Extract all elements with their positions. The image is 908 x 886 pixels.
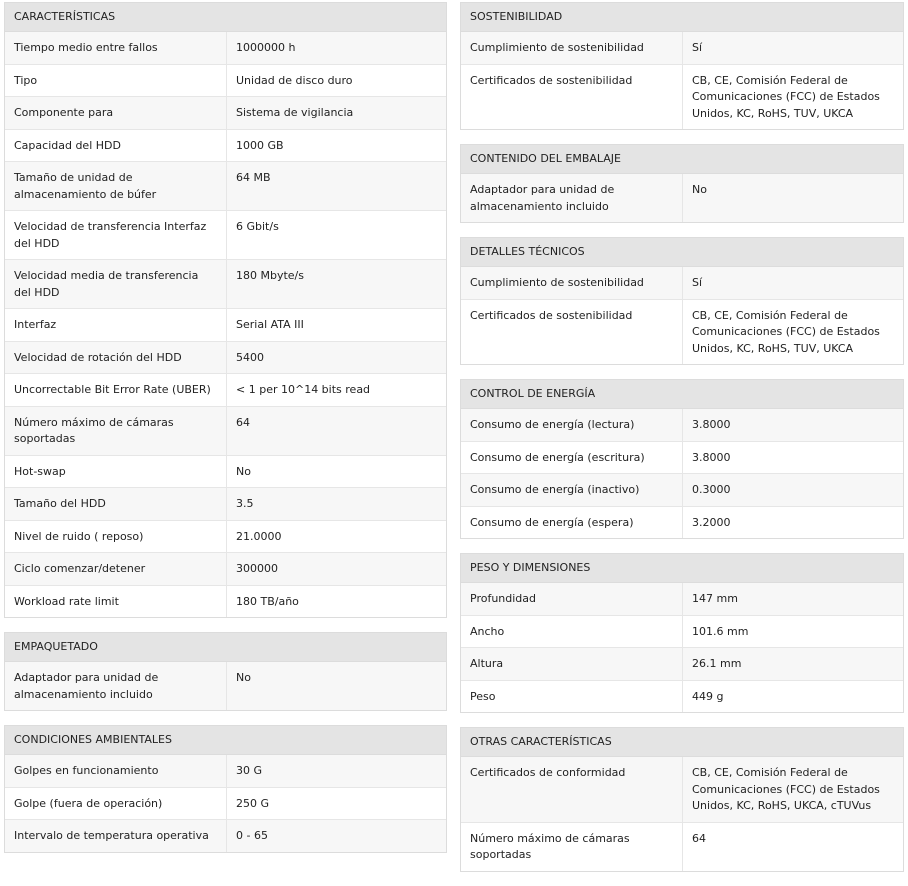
spec-row xyxy=(461,32,903,64)
spec-row xyxy=(5,309,446,342)
spec-row xyxy=(5,162,446,211)
spec-label: Profundidad xyxy=(461,583,683,615)
spec-row xyxy=(461,441,903,474)
spec-value: 3.2000 xyxy=(683,506,904,538)
spec-section xyxy=(460,2,904,130)
spec-value: 250 G xyxy=(227,787,447,820)
section-title: SOSTENIBILIDAD xyxy=(461,3,903,32)
spec-row xyxy=(5,97,446,130)
spec-row xyxy=(5,585,446,617)
spec-value: 0 - 65 xyxy=(227,820,447,852)
spec-label: Interfaz xyxy=(5,309,227,342)
spec-label: Nivel de ruido ( reposo) xyxy=(5,520,227,553)
spec-value: 30 G xyxy=(227,755,447,787)
spec-row xyxy=(461,680,903,712)
spec-value: 0.3000 xyxy=(683,474,904,507)
spec-row xyxy=(5,488,446,521)
spec-row xyxy=(461,299,903,364)
spec-row xyxy=(5,211,446,260)
spec-value: 21.0000 xyxy=(227,520,447,553)
spec-table xyxy=(461,409,903,538)
spec-value: 64 xyxy=(227,406,447,455)
spec-value: 26.1 mm xyxy=(683,648,904,681)
spec-label: Ciclo comenzar/detener xyxy=(5,553,227,586)
spec-table xyxy=(5,662,446,710)
spec-value: CB, CE, Comisión Federal de Comunicaciones (FCC) de Estados Unidos, KC, RoHS, TUV, UKCA xyxy=(683,299,904,364)
spec-label: Certificados de conformidad xyxy=(461,757,683,822)
spec-table xyxy=(461,583,903,712)
spec-row xyxy=(461,648,903,681)
spec-label: Consumo de energía (espera) xyxy=(461,506,683,538)
spec-value: No xyxy=(227,455,447,488)
spec-section xyxy=(460,379,904,539)
spec-value: 449 g xyxy=(683,680,904,712)
section-title: PESO Y DIMENSIONES xyxy=(461,554,903,583)
spec-value: 180 Mbyte/s xyxy=(227,260,447,309)
spec-section xyxy=(460,727,904,872)
spec-row xyxy=(5,374,446,407)
spec-label: Ancho xyxy=(461,615,683,648)
spec-label: Tiempo medio entre fallos xyxy=(5,32,227,64)
spec-label: Hot-swap xyxy=(5,455,227,488)
spec-table xyxy=(5,755,446,852)
spec-row xyxy=(5,553,446,586)
spec-section xyxy=(4,725,447,853)
spec-row xyxy=(461,583,903,615)
section-title: CONDICIONES AMBIENTALES xyxy=(5,726,446,755)
spec-row xyxy=(5,455,446,488)
spec-table xyxy=(461,32,903,129)
spec-section xyxy=(460,144,904,223)
spec-value: CB, CE, Comisión Federal de Comunicaciones (FCC) de Estados Unidos, KC, RoHS, UKCA, cTUVus xyxy=(683,757,904,822)
spec-value: 6 Gbit/s xyxy=(227,211,447,260)
spec-value: Unidad de disco duro xyxy=(227,64,447,97)
section-title: CARACTERÍSTICAS xyxy=(5,3,446,32)
spec-table xyxy=(461,757,903,871)
section-title: EMPAQUETADO xyxy=(5,633,446,662)
spec-value: 300000 xyxy=(227,553,447,586)
spec-table xyxy=(461,267,903,364)
spec-table xyxy=(461,174,903,222)
spec-label: Certificados de sostenibilidad xyxy=(461,64,683,129)
spec-row xyxy=(461,474,903,507)
spec-row xyxy=(461,506,903,538)
spec-label: Número máximo de cámaras soportadas xyxy=(461,822,683,871)
spec-label: Cumplimiento de sostenibilidad xyxy=(461,267,683,299)
spec-label: Componente para xyxy=(5,97,227,130)
spec-row xyxy=(5,406,446,455)
spec-value: Sistema de vigilancia xyxy=(227,97,447,130)
spec-label: Golpe (fuera de operación) xyxy=(5,787,227,820)
spec-value: 5400 xyxy=(227,341,447,374)
spec-value: 64 xyxy=(683,822,904,871)
section-title: DETALLES TÉCNICOS xyxy=(461,238,903,267)
section-title: CONTROL DE ENERGÍA xyxy=(461,380,903,409)
spec-label: Tamaño de unidad de almacenamiento de búfer xyxy=(5,162,227,211)
spec-value: < 1 per 10^14 bits read xyxy=(227,374,447,407)
spec-label: Consumo de energía (inactivo) xyxy=(461,474,683,507)
spec-label: Tipo xyxy=(5,64,227,97)
spec-row xyxy=(461,174,903,222)
spec-label: Tamaño del HDD xyxy=(5,488,227,521)
spec-value: 1000 GB xyxy=(227,129,447,162)
spec-label: Capacidad del HDD xyxy=(5,129,227,162)
spec-value: 64 MB xyxy=(227,162,447,211)
spec-row xyxy=(5,32,446,64)
spec-section xyxy=(4,632,447,711)
spec-row xyxy=(461,615,903,648)
spec-table xyxy=(5,32,446,617)
spec-label: Peso xyxy=(461,680,683,712)
spec-value: 147 mm xyxy=(683,583,904,615)
spec-row xyxy=(461,409,903,441)
spec-label: Velocidad media de transferencia del HDD xyxy=(5,260,227,309)
spec-row xyxy=(461,267,903,299)
spec-label: Adaptador para unidad de almacenamiento incluido xyxy=(461,174,683,222)
spec-row xyxy=(461,64,903,129)
spec-value: 1000000 h xyxy=(227,32,447,64)
section-title: CONTENIDO DEL EMBALAJE xyxy=(461,145,903,174)
spec-row xyxy=(5,129,446,162)
spec-label: Número máximo de cámaras soportadas xyxy=(5,406,227,455)
spec-value: 3.8000 xyxy=(683,409,904,441)
spec-row xyxy=(5,260,446,309)
spec-label: Golpes en funcionamiento xyxy=(5,755,227,787)
spec-value: Sí xyxy=(683,32,904,64)
spec-section xyxy=(4,2,447,618)
spec-row xyxy=(5,520,446,553)
spec-label: Cumplimiento de sostenibilidad xyxy=(461,32,683,64)
spec-row xyxy=(5,755,446,787)
spec-value: CB, CE, Comisión Federal de Comunicaciones (FCC) de Estados Unidos, KC, RoHS, TUV, UKCA xyxy=(683,64,904,129)
spec-label: Adaptador para unidad de almacenamiento incluido xyxy=(5,662,227,710)
spec-value: 101.6 mm xyxy=(683,615,904,648)
spec-label: Altura xyxy=(461,648,683,681)
spec-value: 3.5 xyxy=(227,488,447,521)
spec-value: 180 TB/año xyxy=(227,585,447,617)
spec-section xyxy=(460,553,904,713)
spec-label: Intervalo de temperatura operativa xyxy=(5,820,227,852)
spec-value: 3.8000 xyxy=(683,441,904,474)
spec-value: No xyxy=(227,662,447,710)
spec-label: Velocidad de transferencia Interfaz del HDD xyxy=(5,211,227,260)
left-column xyxy=(4,2,447,867)
spec-label: Workload rate limit xyxy=(5,585,227,617)
spec-section xyxy=(460,237,904,365)
spec-label: Uncorrectable Bit Error Rate (UBER) xyxy=(5,374,227,407)
spec-row xyxy=(5,64,446,97)
spec-value: Sí xyxy=(683,267,904,299)
section-title: OTRAS CARACTERÍSTICAS xyxy=(461,728,903,757)
spec-row xyxy=(5,820,446,852)
spec-value: No xyxy=(683,174,904,222)
spec-row xyxy=(461,822,903,871)
spec-value: Serial ATA III xyxy=(227,309,447,342)
spec-row xyxy=(5,662,446,710)
spec-label: Consumo de energía (lectura) xyxy=(461,409,683,441)
spec-row xyxy=(5,341,446,374)
spec-row xyxy=(461,757,903,822)
right-column xyxy=(460,2,904,886)
spec-label: Consumo de energía (escritura) xyxy=(461,441,683,474)
spec-row xyxy=(5,787,446,820)
spec-label: Velocidad de rotación del HDD xyxy=(5,341,227,374)
spec-label: Certificados de sostenibilidad xyxy=(461,299,683,364)
